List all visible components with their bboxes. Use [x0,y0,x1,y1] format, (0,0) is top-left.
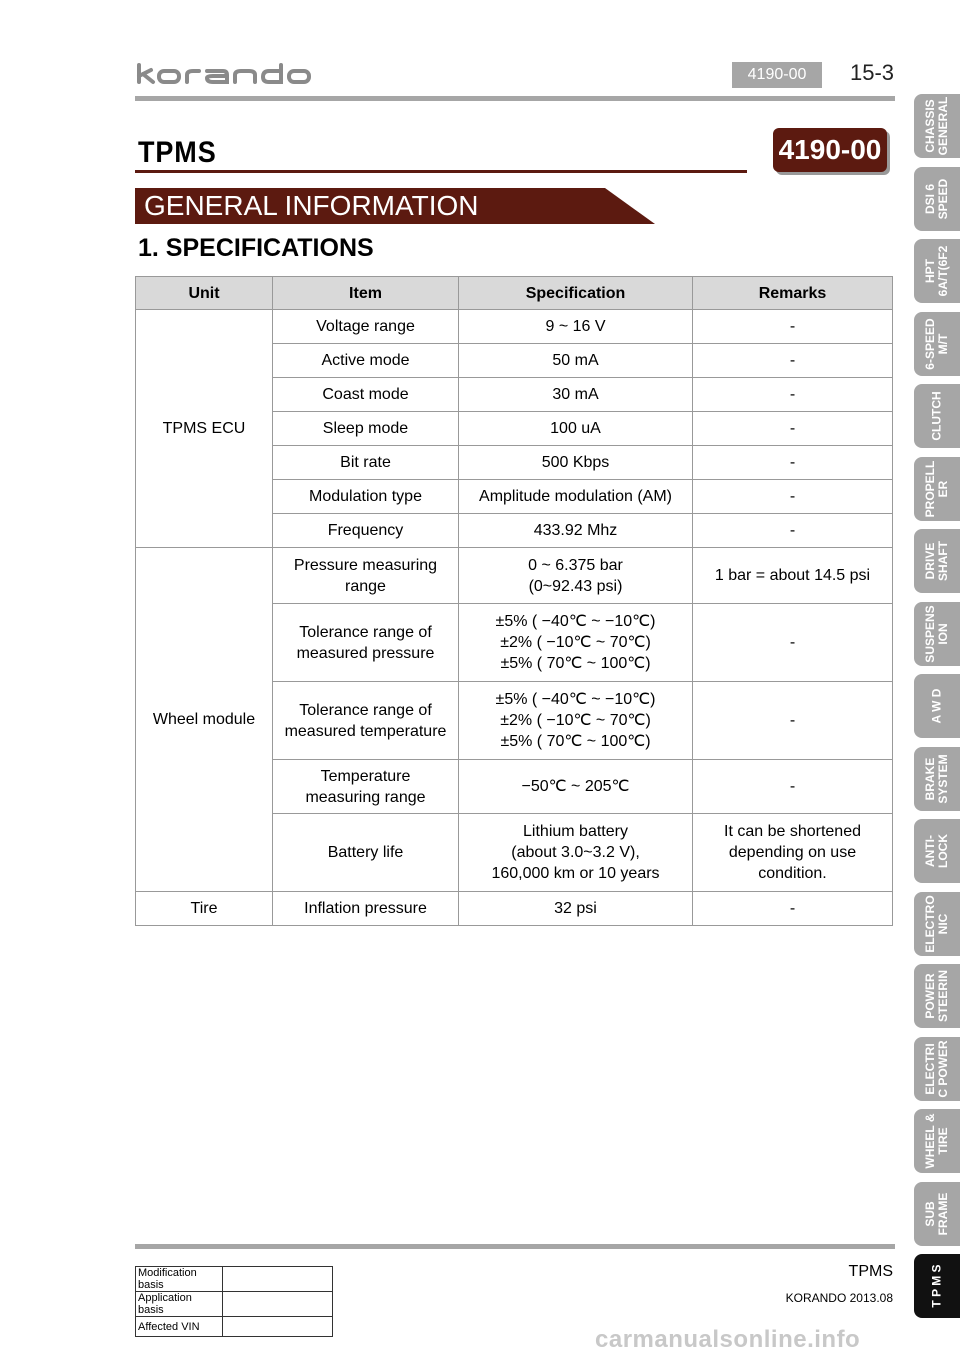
basis-label: Affected VIN [136,1317,223,1337]
chapter-tab-label: POWER STEERIN [923,970,950,1023]
chapter-tab[interactable] [914,1254,960,1318]
page-number: 15-3 [850,60,895,85]
item-cell: Pressure measuring range [273,548,459,604]
specification-cell: 100 uA [459,412,693,446]
remarks-cell: 1 bar = about 14.5 psi [693,548,893,604]
table-row [136,310,893,344]
chapter-tab-label: 6-SPEED M/T [923,317,950,370]
chapter-tab-label: CLUTCH [929,391,944,441]
header-divider [135,96,895,101]
table-row [136,548,893,604]
table-row [136,1292,333,1317]
korando-logo [135,62,315,86]
unit-cell: Wheel module [136,548,273,892]
item-cell: Battery life [273,814,459,892]
chapter-tab[interactable] [914,1109,960,1173]
table-row [136,892,893,926]
chapter-tab-label: BRAKE SYSTEM [923,753,950,804]
specification-cell: ±5% ( −40℃ ~ −10℃) ±2% ( −10℃ ~ 70℃) ±5% ( 70℃ ~ 100℃) [459,682,693,760]
item-cell: Modulation type [273,480,459,514]
remarks-cell: - [693,682,893,760]
specification-cell: 9 ~ 16 V [459,310,693,344]
chapter-tab[interactable] [914,94,960,158]
remarks-cell: It can be shortened depending on use condition. [693,814,893,892]
footer-divider [135,1244,895,1249]
section-title-underline [135,170,747,173]
chapter-tab-label: DRIVE SHAFT [923,541,950,581]
unit-cell: Tire [136,892,273,926]
item-cell: Frequency [273,514,459,548]
table-row [136,1267,333,1292]
chapter-tab-label: WHEEL & TIRE [923,1113,950,1169]
remarks-cell: - [693,604,893,682]
remarks-cell: - [693,378,893,412]
remarks-cell: - [693,446,893,480]
specification-cell: Amplitude modulation (AM) [459,480,693,514]
specifications-table [135,276,893,926]
chapter-tab-label: SUSPENS ION [923,604,950,663]
chapter-tab-label: ELECTRO NIC [923,894,950,953]
remarks-cell: - [693,892,893,926]
chapter-tab[interactable] [914,384,960,448]
item-cell: Sleep mode [273,412,459,446]
chapter-tab[interactable] [914,602,960,666]
watermark: carmanualsonline.info [595,1326,861,1353]
basis-label: Modification basis [136,1267,223,1292]
chapter-tab[interactable] [914,819,960,883]
chapter-tab[interactable] [914,1182,960,1246]
basis-table [135,1266,333,1337]
col-header-remarks: Remarks [693,277,893,310]
item-cell: Voltage range [273,310,459,344]
col-header-item: Item [273,277,459,310]
basis-value [223,1317,333,1337]
section-title: TPMS [138,136,217,169]
specification-cell: 30 mA [459,378,693,412]
chapter-tab-label: T P M S [929,1264,944,1308]
item-cell: Tolerance range of measured pressure [273,604,459,682]
chapter-tab[interactable] [914,239,960,303]
table-row [136,1317,333,1337]
item-cell: Coast mode [273,378,459,412]
remarks-cell: - [693,480,893,514]
col-header-unit: Unit [136,277,273,310]
basis-value [223,1292,333,1317]
specification-cell: 433.92 Mhz [459,514,693,548]
unit-cell: TPMS ECU [136,310,273,548]
chapter-tab-label: SUB FRAME [923,1192,950,1235]
item-cell: Tolerance range of measured temperature [273,682,459,760]
chapter-tab-label: ELECTRI C POWER [923,1039,950,1098]
basis-value [223,1267,333,1292]
chapter-tab[interactable] [914,457,960,521]
footer-title: TPMS [848,1263,893,1280]
item-cell: Inflation pressure [273,892,459,926]
chapter-tab-label: A W D [929,688,944,724]
item-cell: Bit rate [273,446,459,480]
chapter-tab[interactable] [914,747,960,811]
remarks-cell: - [693,412,893,446]
specification-cell: 50 mA [459,344,693,378]
chapter-tab[interactable] [914,312,960,376]
specification-cell: 0 ~ 6.375 bar (0~92.43 psi) [459,548,693,604]
specification-cell: ±5% ( −40℃ ~ −10℃) ±2% ( −10℃ ~ 70℃) ±5% ( 70℃ ~ 100℃) [459,604,693,682]
remarks-cell: - [693,344,893,378]
basis-label: Application basis [136,1292,223,1317]
remarks-cell: - [693,760,893,814]
chapter-tab-label: ANTI- LOCK [923,834,950,868]
specification-cell: −50℃ ~ 205℃ [459,760,693,814]
item-cell: Active mode [273,344,459,378]
chapter-tab[interactable] [914,1037,960,1101]
chapter-tab-label: HPT 6A/T(6F2 [923,245,950,297]
item-cell: Temperature measuring range [273,760,459,814]
remarks-cell: - [693,514,893,548]
banner-text: GENERAL INFORMATION [144,190,479,221]
chapter-tab-label: DSI 6 SPEED [923,178,950,219]
col-header-specification: Specification [459,277,693,310]
remarks-cell: - [693,310,893,344]
chapter-tab-label: PROPELL ER [923,460,950,517]
section-code-badge: 4190-00 [773,128,887,172]
chapter-tab[interactable] [914,964,960,1028]
table-header-row [136,277,893,310]
chapter-tab[interactable] [914,529,960,593]
specification-cell: Lithium battery (about 3.0~3.2 V), 160,000 km or 10 years [459,814,693,892]
chapter-tab-label: CHASSIS GENERAL [923,96,950,156]
chapter-tab[interactable] [914,167,960,231]
specification-cell: 500 Kbps [459,446,693,480]
chapter-tab[interactable] [914,674,960,738]
chapter-tab[interactable] [914,892,960,956]
specification-cell: 32 psi [459,892,693,926]
specifications-heading: 1. SPECIFICATIONS [138,234,374,262]
footer-model: KORANDO 2013.08 [785,1291,893,1305]
header-code-badge: 4190-00 [732,62,822,88]
table-body [136,310,893,926]
